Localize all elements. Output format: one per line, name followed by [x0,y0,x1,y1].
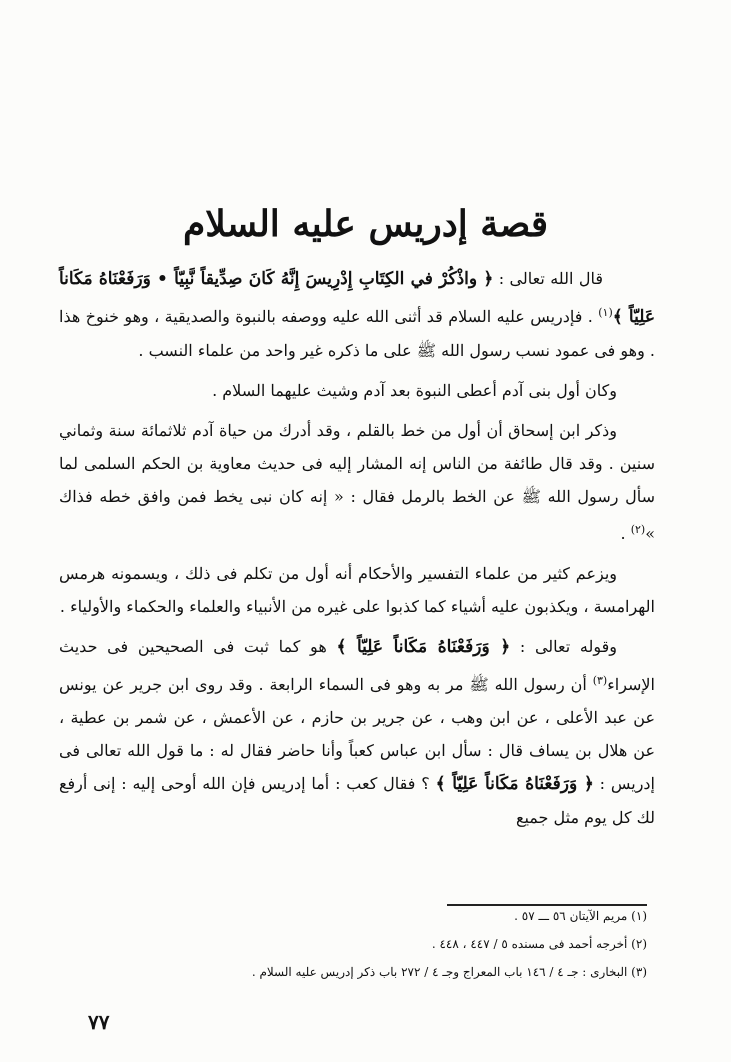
paragraph-3 [59,414,655,550]
chapter-title: قصة إدريس عليه السلام [182,203,549,245]
footnote-ref-3: (٣) [592,674,608,687]
quran-verse: ﴿ واذْكُرْ في الكِتَابِ إِدْرِيسَ إِنَّهُ كَانَ صِدِّيقاً نَّبِيّاً • وَرَفَعْنَاهُ مَكَاناً عَلِيّاً ﴾ [59,269,655,327]
paragraph-1-intro: قال الله تعالى : [493,269,603,288]
paragraph-5-intro: وقوله تعالى : [510,637,618,656]
footnote-1: (١) مريم الآيتان ٥٦ ـــ ٥٧ . [514,909,647,923]
footnote-2: (٢) أخرجه أحمد فى مسنده ٥ / ٤٤٧ ، ٤٤٨ . [431,937,647,951]
paragraph-5 [59,630,655,834]
paragraph-1-rest: . فإدريس عليه السلام قد أثنى الله عليه ووصفه بالنبوة والصديقية ، وهو خنوخ هذا . وهو فى عمود نسب رسول الله ﷺ على ما ذكره غير واحد من علماء النسب . [59,307,655,360]
paragraph-3-text: وذكر ابن إسحاق أن أول من خط بالقلم ، وقد أدرك من حياة آدم ثلاثمائة سنة وثماني سنين . وقد قال طائفة من الناس إنه المشار إليه فى حديث معاوية بن الحكم السلمى لما سأل رسول الله ﷺ عن الخط بالرمل فقال : « إنه كان نبى يخط فمن وافق خطه فذاك » [59,421,655,543]
paragraph-4: ويزعم كثير من علماء التفسير والأحكام أنه أول من تكلم فى ذلك ، ويسمونه هرمس الهرامسة ، ويكذبون عليه أشياء كما كذبوا على غيره من الأنبياء والعلماء والحكماء والأولياء . [59,564,655,616]
paragraph-1 [59,262,655,367]
body-text [59,262,655,841]
paragraph-5-text-d: ؟ فقال كعب : أما إدريس فإن الله أوحى إليه : إنى أرفع لك كل يوم مثل جميع [59,774,655,827]
quran-verse-2: ﴿ وَرَفَعْنَاهُ مَكَاناً عَلِيّاً ﴾ [336,637,511,657]
paragraph-5-text-b: هو كما ثبت فى الصحيحين فى حديث الإسراء [59,637,655,694]
paragraph-2: وكان أول بنى آدم أعطى النبوة بعد آدم وشيث عليهما السلام . [212,381,617,400]
paragraph-5-text-c: أن رسول الله ﷺ مر به وهو فى السماء الرابعة . وقد روى ابن جرير عن يونس عن عبد الأعلى ، عن ابن وهب ، عن جرير بن حازم ، عن الأعمش ، عن شمر بن عطية ، عن هلال بن يساف قال : سأل ابن عباس كعباً وأنا حاضر فقال له : ما قول الله تعالى فى إدريس : [59,675,655,793]
page-number: ٧٧ [88,1010,110,1034]
paragraph-3-end: . [620,524,631,543]
footnote-ref-2: (٢) [630,523,646,536]
footnote-3: (٣) البخارى : جـ ٤ / ١٤٦ باب المعراج وجـ ٤ / ٢٧٢ باب ذكر إدريس عليه السلام . [251,965,647,979]
quran-verse-3: ﴿ وَرَفَعْنَاهُ مَكَاناً عَلِيّاً ﴾ [435,774,594,794]
footnote-ref-1: (١) [598,306,613,319]
